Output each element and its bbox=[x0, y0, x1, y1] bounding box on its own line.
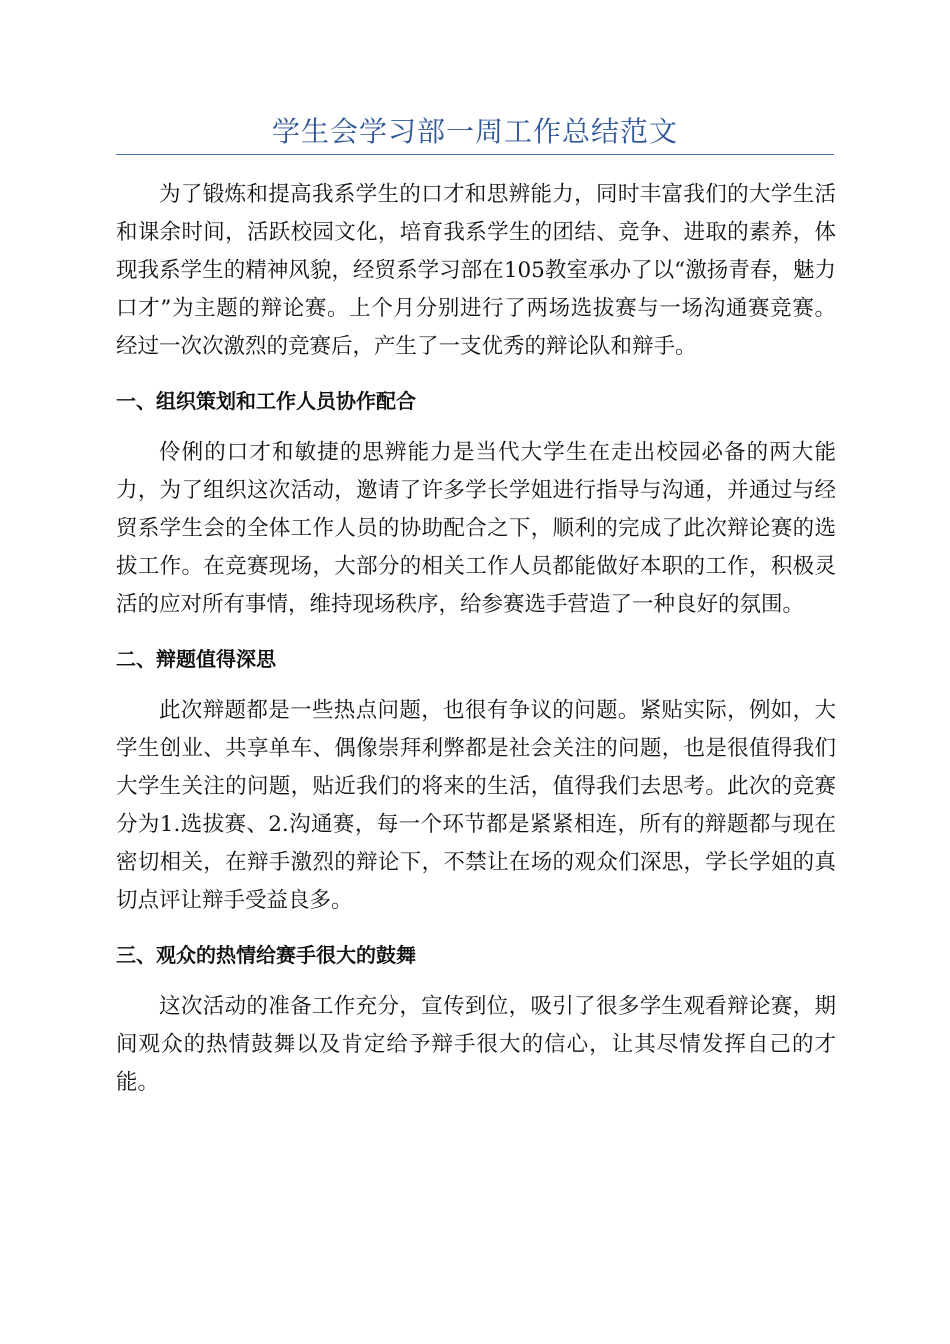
document-title: 学生会学习部一周工作总结范文 bbox=[271, 115, 678, 148]
section-heading-3: 三、观众的热情给赛手很大的鼓舞 bbox=[116, 943, 416, 967]
section-heading-2: 二、辩题值得深思 bbox=[116, 647, 276, 671]
section-paragraph-2: 此次辩题都是一些热点问题，也很有争议的问题。紧贴实际，例如，大学生创业、共享单车、偶像崇拜利弊都是社会关注的问题，也是很值得我们大学生关注的问题，贴近我们的将来的生活，值得我们去思考。此次的竞赛分为1.选拔赛、2.沟通赛，每一个环节都是紧紧相连，所有的辩题都与现在密切相关，在辩手激烈的辩论下，不禁让在场的观众们深思，学长学姐的真切点评让辩手受益良多。 bbox=[116, 698, 836, 913]
intro-paragraph: 为了锻炼和提高我系学生的口才和思辨能力，同时丰富我们的大学生活和课余时间，活跃校园文化，培育我系学生的团结、竞争、进取的素养，体现我系学生的精神风貌，经贸系学习部在105教室承办了以“激扬青春，魅力口才”为主题的辩论赛。上个月分别进行了两场选拔赛与一场沟通赛竞赛。经过一次次激烈的竞赛后，产生了一支优秀的辩论队和辩手。 bbox=[116, 182, 836, 359]
section-heading-1: 一、组织策划和工作人员协作配合 bbox=[116, 389, 416, 413]
document-body bbox=[116, 176, 836, 1102]
title-underline bbox=[116, 154, 834, 155]
section-paragraph-1: 伶俐的口才和敏捷的思辨能力是当代大学生在走出校园必备的两大能力，为了组织这次活动，邀请了许多学长学姐进行指导与沟通，并通过与经贸系学生会的全体工作人员的协助配合之下，顺利的完成了此次辩论赛的选拔工作。在竞赛现场，大部分的相关工作人员都能做好本职的工作，积极灵活的应对所有事情，维持现场秩序，给参赛选手营造了一种良好的氛围。 bbox=[116, 440, 836, 617]
section-paragraph-3: 这次活动的准备工作充分，宣传到位，吸引了很多学生观看辩论赛，期间观众的热情鼓舞以及肯定给予辩手很大的信心，让其尽情发挥自己的才能。 bbox=[116, 994, 836, 1095]
